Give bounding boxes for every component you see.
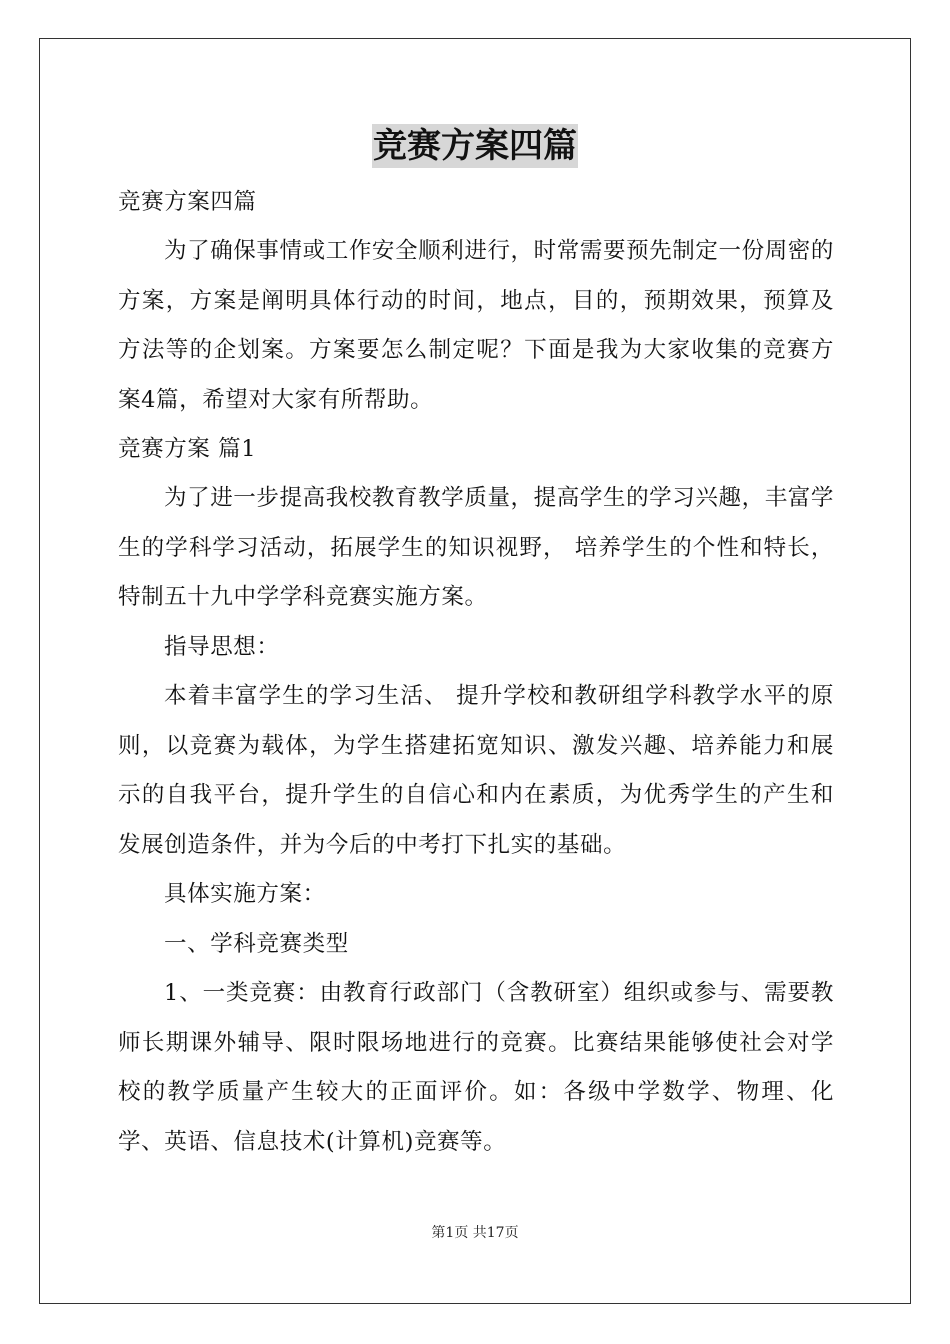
document-title: 竞赛方案四篇 <box>373 126 577 166</box>
paragraph: 1、一类竞赛：由教育行政部门（含教研室）组织或参与、需要教师长期课外辅导、限时限场地进行的竞赛。比赛结果能够使社会对学校的教学质量产生较大的正面评价。如：各级中学数学、物理、化学、英语、信息技术(计算机)竞赛等。 <box>118 980 834 1155</box>
subtitle-heading: 竞赛方案四篇 <box>118 189 257 215</box>
paragraph: 一、学科竞赛类型 <box>164 930 349 957</box>
paragraph: 为了进一步提高我校教育教学质量，提高学生的学习兴趣，丰富学生的学科学习活动，拓展学生的知识视野， 培养学生的个性和特长，特制五十九中学学科竞赛实施方案。 <box>118 485 834 610</box>
page-number: 第1页 共17页 <box>431 1225 519 1241</box>
paragraph: 本着丰富学生的学习生活、 提升学校和教研组学科教学水平的原则，以竞赛为载体，为学生搭建拓宽知识、激发兴趣、培养能力和展示的自我平台，提升学生的自信心和内在素质，为优秀学生的产生和发展创造条件，并为今后的中考打下扎实的基础。 <box>118 683 834 858</box>
intro-paragraph: 为了确保事情或工作安全顺利进行，时常需要预先制定一份周密的方案，方案是阐明具体行动的时间，地点，目的，预期效果，预算及方法等的企划案。方案要怎么制定呢？下面是我为大家收集的竞赛方案4篇，希望对大家有所帮助。 <box>118 238 834 413</box>
paragraph: 指导思想： <box>164 633 280 660</box>
paragraph: 具体实施方案： <box>164 881 326 907</box>
title-container <box>0 124 950 168</box>
document-body <box>118 178 834 1167</box>
section-heading: 竞赛方案 篇1 <box>118 436 257 462</box>
